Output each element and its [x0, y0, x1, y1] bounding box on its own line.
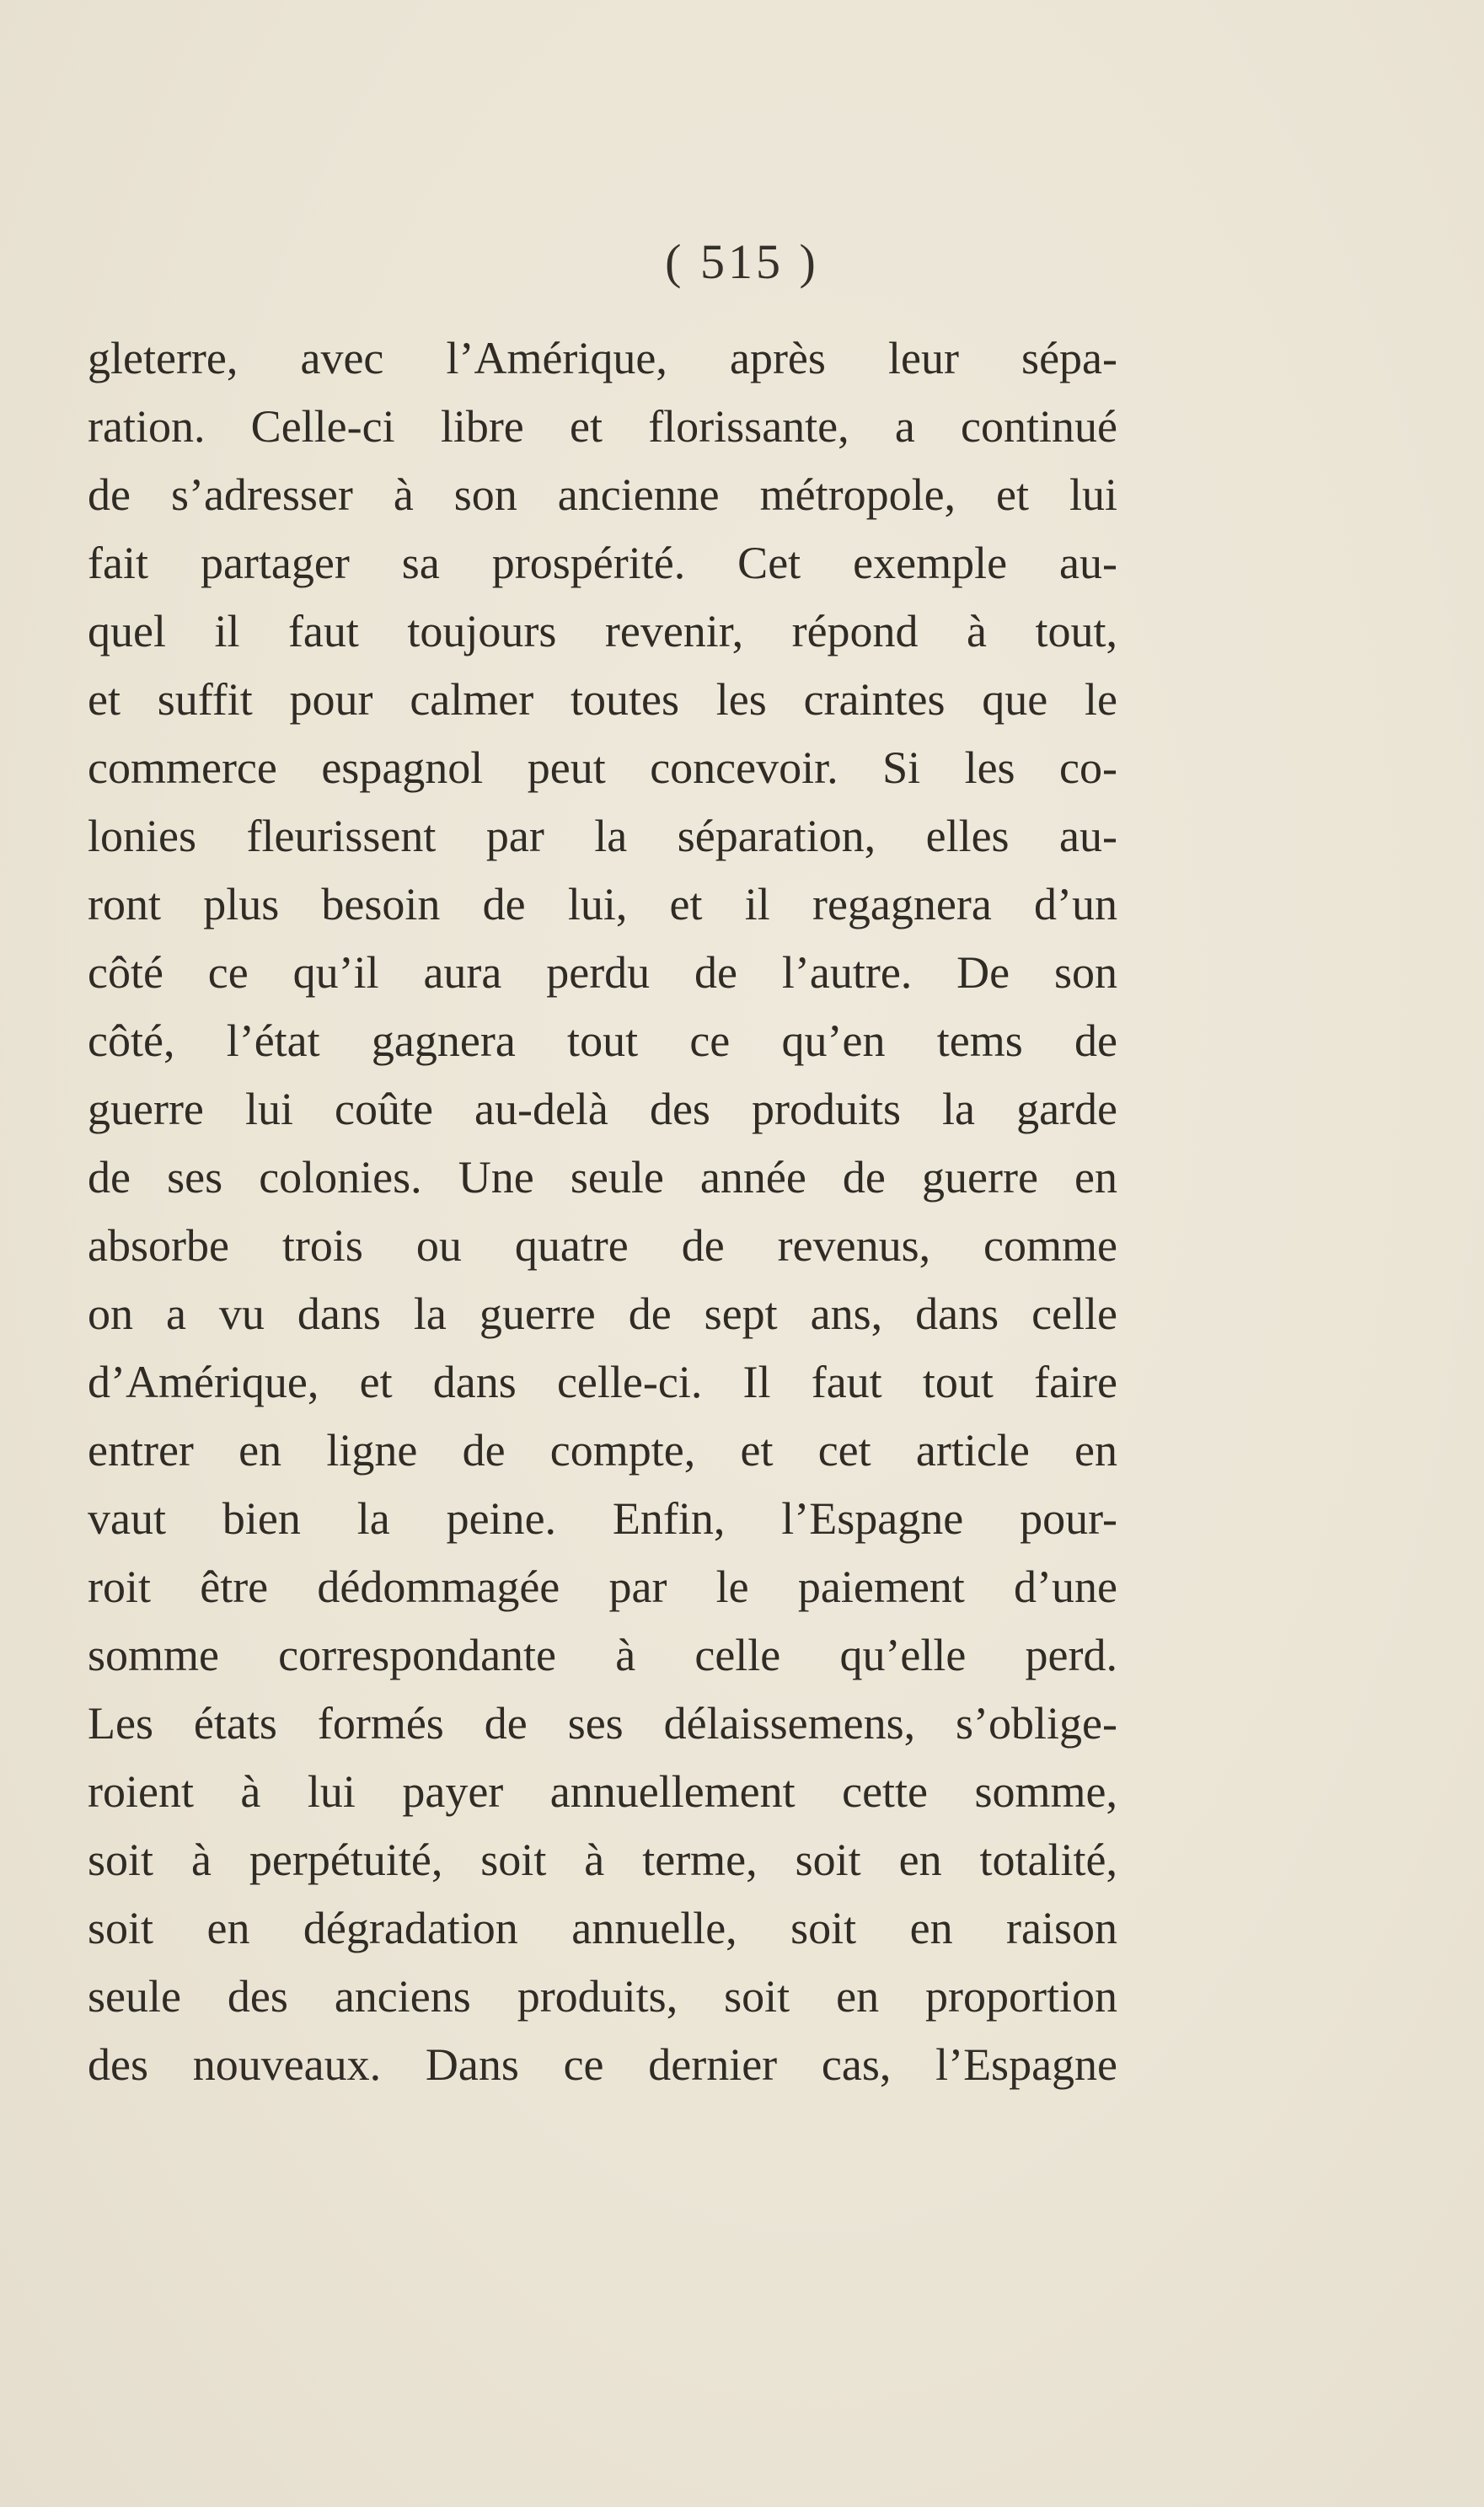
text-line: ration. Celle-ci libre et florissante, a continué — [88, 401, 1117, 452]
text-line: des nouveaux. Dans ce dernier cas, l’Espagne — [88, 2039, 1117, 2090]
text-line: de ses colonies. Une seule année de guerre en — [88, 1152, 1117, 1203]
text-line: entrer en ligne de compte, et cet article en — [88, 1425, 1117, 1476]
text-line: de s’adresser à son ancienne métropole, et lui — [88, 469, 1117, 520]
text-line: ront plus besoin de lui, et il regagnera d’un — [88, 879, 1117, 929]
page-number: ( 515 ) — [665, 234, 819, 289]
text-line: Les états formés de ses délaissemens, s’oblige- — [88, 1698, 1117, 1749]
text-line: gleterre, avec l’Amérique, après leur sépa- — [88, 333, 1117, 383]
text-line: on a vu dans la guerre de sept ans, dans celle — [88, 1288, 1117, 1339]
text-line: guerre lui coûte au-delà des produits la garde — [88, 1084, 1117, 1134]
text-line: vaut bien la peine. Enfin, l’Espagne pour- — [88, 1493, 1117, 1544]
text-line: absorbe trois ou quatre de revenus, comme — [88, 1220, 1117, 1271]
body-text — [88, 324, 1117, 2099]
text-line: seule des anciens produits, soit en proportion — [88, 1971, 1117, 2022]
text-line: roient à lui payer annuellement cette somme, — [88, 1766, 1117, 1817]
text-line: fait partager sa prospérité. Cet exemple au- — [88, 538, 1117, 588]
text-line: soit à perpétuité, soit à terme, soit en totalité, — [88, 1835, 1117, 1885]
text-line: soit en dégradation annuelle, soit en raison — [88, 1903, 1117, 1953]
text-line: lonies fleurissent par la séparation, elles au- — [88, 811, 1117, 861]
text-line: commerce espagnol peut concevoir. Si les co- — [88, 742, 1117, 793]
text-line: et suffit pour calmer toutes les craintes que le — [88, 674, 1117, 725]
text-line: quel il faut toujours revenir, répond à tout, — [88, 606, 1117, 656]
text-line: roit être dédommagée par le paiement d’une — [88, 1562, 1117, 1612]
text-line: côté, l’état gagnera tout ce qu’en tems de — [88, 1015, 1117, 1066]
text-line: côté ce qu’il aura perdu de l’autre. De son — [88, 947, 1117, 998]
text-line: d’Amérique, et dans celle-ci. Il faut tout faire — [88, 1357, 1117, 1407]
text-line: somme correspondante à celle qu’elle perd. — [88, 1630, 1117, 1680]
